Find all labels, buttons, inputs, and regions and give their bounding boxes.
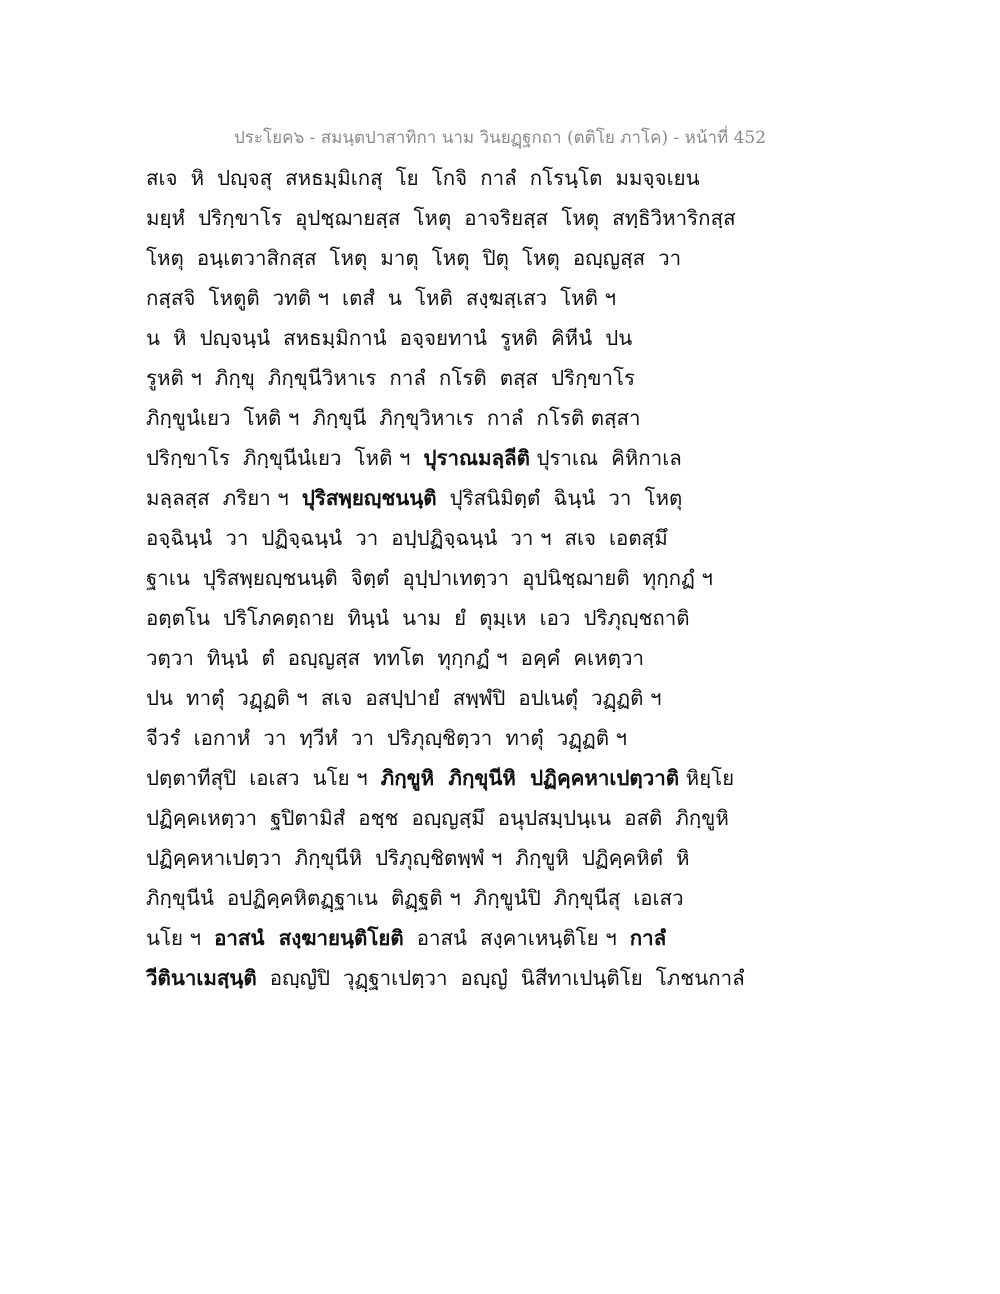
text-segment: กสฺสจิ โหตูติ วทติ ฯ เตสํ น โหติ สงฺฆสฺเสว โหติ ฯ	[146, 286, 617, 310]
body-text	[146, 158, 866, 998]
text-line	[146, 958, 866, 998]
text-segment: ฐาเน ปุริสพฺยญฺชนนฺติ จิตฺตํ อุปฺปาเทตฺวา อุปนิชฺฌายติ ทุกฺกฏํ ฯ	[146, 566, 713, 590]
text-line	[146, 838, 866, 878]
text-segment: อญฺญํปิ วุฏฺฐาเปตฺวา อญฺญํ นิสีทาเปนฺติโย โภชนกาลํ	[256, 966, 745, 990]
text-line	[146, 798, 866, 838]
text-segment: มลฺลสฺส ภริยา ฯ	[146, 486, 302, 510]
text-segment: ภิกฺขุนีนํ อปฏิคฺคหิตฏฺฐาเน ติฏฺฐติ ฯ ภิกฺขูนํปิ ภิกฺขุนีสุ เอเสว	[146, 886, 684, 910]
text-line	[146, 598, 866, 638]
text-segment: นโย ฯ	[146, 926, 215, 950]
text-line	[146, 918, 866, 958]
text-segment: น หิ ปญฺจนฺนํ สหธมฺมิกานํ อจฺจยทานํ รูหติ คิหีนํ ปน	[146, 326, 633, 350]
bold-lemma: อาสนํ สงฺฆายนฺติโยติ	[214, 926, 404, 950]
text-line	[146, 438, 866, 478]
text-segment: ปุริสนิมิตฺตํ ฉินฺนํ วา โหตุ	[436, 486, 683, 510]
text-line	[146, 478, 866, 518]
text-line	[146, 558, 866, 598]
text-segment: ปตฺตาทีสุปิ เอเสว นโย ฯ	[146, 766, 381, 790]
text-line	[146, 878, 866, 918]
bold-lemma: ปุริสพฺยญฺชนนฺติ	[301, 486, 437, 510]
running-header: ประโยค๖ - สมนฺตปาสาทิกา นาม วินยฏฺฐกถา (ตติโย ภาโค) - หน้าที่ 452	[233, 128, 767, 148]
text-segment: ปน ทาตุํ วฏฺฏติ ฯ สเจ อสปฺปายํ สพฺพํปิ อปเนตุํ วฏฺฏติ ฯ	[146, 686, 662, 710]
text-line	[146, 158, 866, 198]
text-line	[146, 318, 866, 358]
text-segment: รูหติ ฯ ภิกฺขุ ภิกฺขุนีวิหาเร กาลํ กโรติ ตสฺส ปริกฺขาโร	[146, 366, 636, 390]
text-line	[146, 358, 866, 398]
bold-lemma: ภิกฺขูหิ ภิกฺขุนีหิ ปฏิคฺคหาเปตฺวาติ	[380, 766, 680, 790]
text-segment: หิยฺโย	[679, 766, 735, 790]
text-line	[146, 518, 866, 558]
text-segment: ภิกฺขูนํเยว โหติ ฯ ภิกฺขุนี ภิกฺขุวิหาเร กาลํ กโรติ ตสฺสา	[146, 406, 641, 430]
text-segment: สเจ หิ ปญฺจสุ สหธมฺมิเกสุ โย โกจิ กาลํ กโรนฺโต มมจฺจเยน	[146, 166, 700, 190]
text-segment: อาสนํ สงฺคาเหนฺติโย ฯ	[403, 926, 630, 950]
text-line	[146, 718, 866, 758]
text-line	[146, 398, 866, 438]
text-line	[146, 638, 866, 678]
text-segment: อตฺตโน ปริโภคตฺถาย ทินฺนํ นาม ยํ ตุมฺเห เอว ปริภุญฺชถาติ	[146, 606, 690, 630]
text-segment: จีวรํ เอกาหํ วา ทฺวีหํ วา ปริภุญฺชิตฺวา ทาตุํ วฏฺฏติ ฯ	[146, 726, 628, 750]
text-segment: ปุราเณ คิหิกาเล	[529, 446, 682, 470]
text-segment: มยฺหํ ปริกฺขาโร อุปชฺฌายสฺส โหตุ อาจริยสฺส โหตุ สทฺธิวิหาริกสฺส	[146, 206, 736, 230]
text-segment: วตฺวา ทินฺนํ ตํ อญฺญสฺส ททโต ทุกฺกฏํ ฯ อคฺคํ คเหตฺวา	[146, 646, 644, 670]
text-segment: ปฏิคฺคเหตฺวา ฐปิตามิสํ อชฺช อญฺญสฺมึ อนุปสมฺปนฺเน อสติ ภิกฺขูหิ	[146, 806, 729, 830]
text-line	[146, 758, 866, 798]
text-segment: ปริกฺขาโร ภิกฺขุนีนํเยว โหติ ฯ	[146, 446, 424, 470]
text-line	[146, 238, 866, 278]
bold-lemma: ปุราณมลฺลีติ	[423, 446, 530, 470]
text-segment: อจฺฉินฺนํ วา ปฏิจฺฉนฺนํ วา อปฺปฏิจฺฉนฺนํ วา ฯ สเจ เอตสฺมึ	[146, 526, 668, 550]
text-line	[146, 678, 866, 718]
text-segment: โหตุ อนฺเตวาสิกสฺส โหตุ มาตุ โหตุ ปิตุ โหตุ อญฺญสฺส วา	[146, 246, 682, 270]
text-line	[146, 198, 866, 238]
bold-lemma: กาลํ	[629, 926, 667, 950]
bold-lemma: วีตินาเมสฺนฺติ	[146, 966, 257, 990]
text-segment: ปฏิคฺคหาเปตฺวา ภิกฺขุนีหิ ปริภุญฺชิตพฺพํ ฯ ภิกฺขูหิ ปฏิคฺคหิตํ หิ	[146, 846, 690, 870]
text-line	[146, 278, 866, 318]
